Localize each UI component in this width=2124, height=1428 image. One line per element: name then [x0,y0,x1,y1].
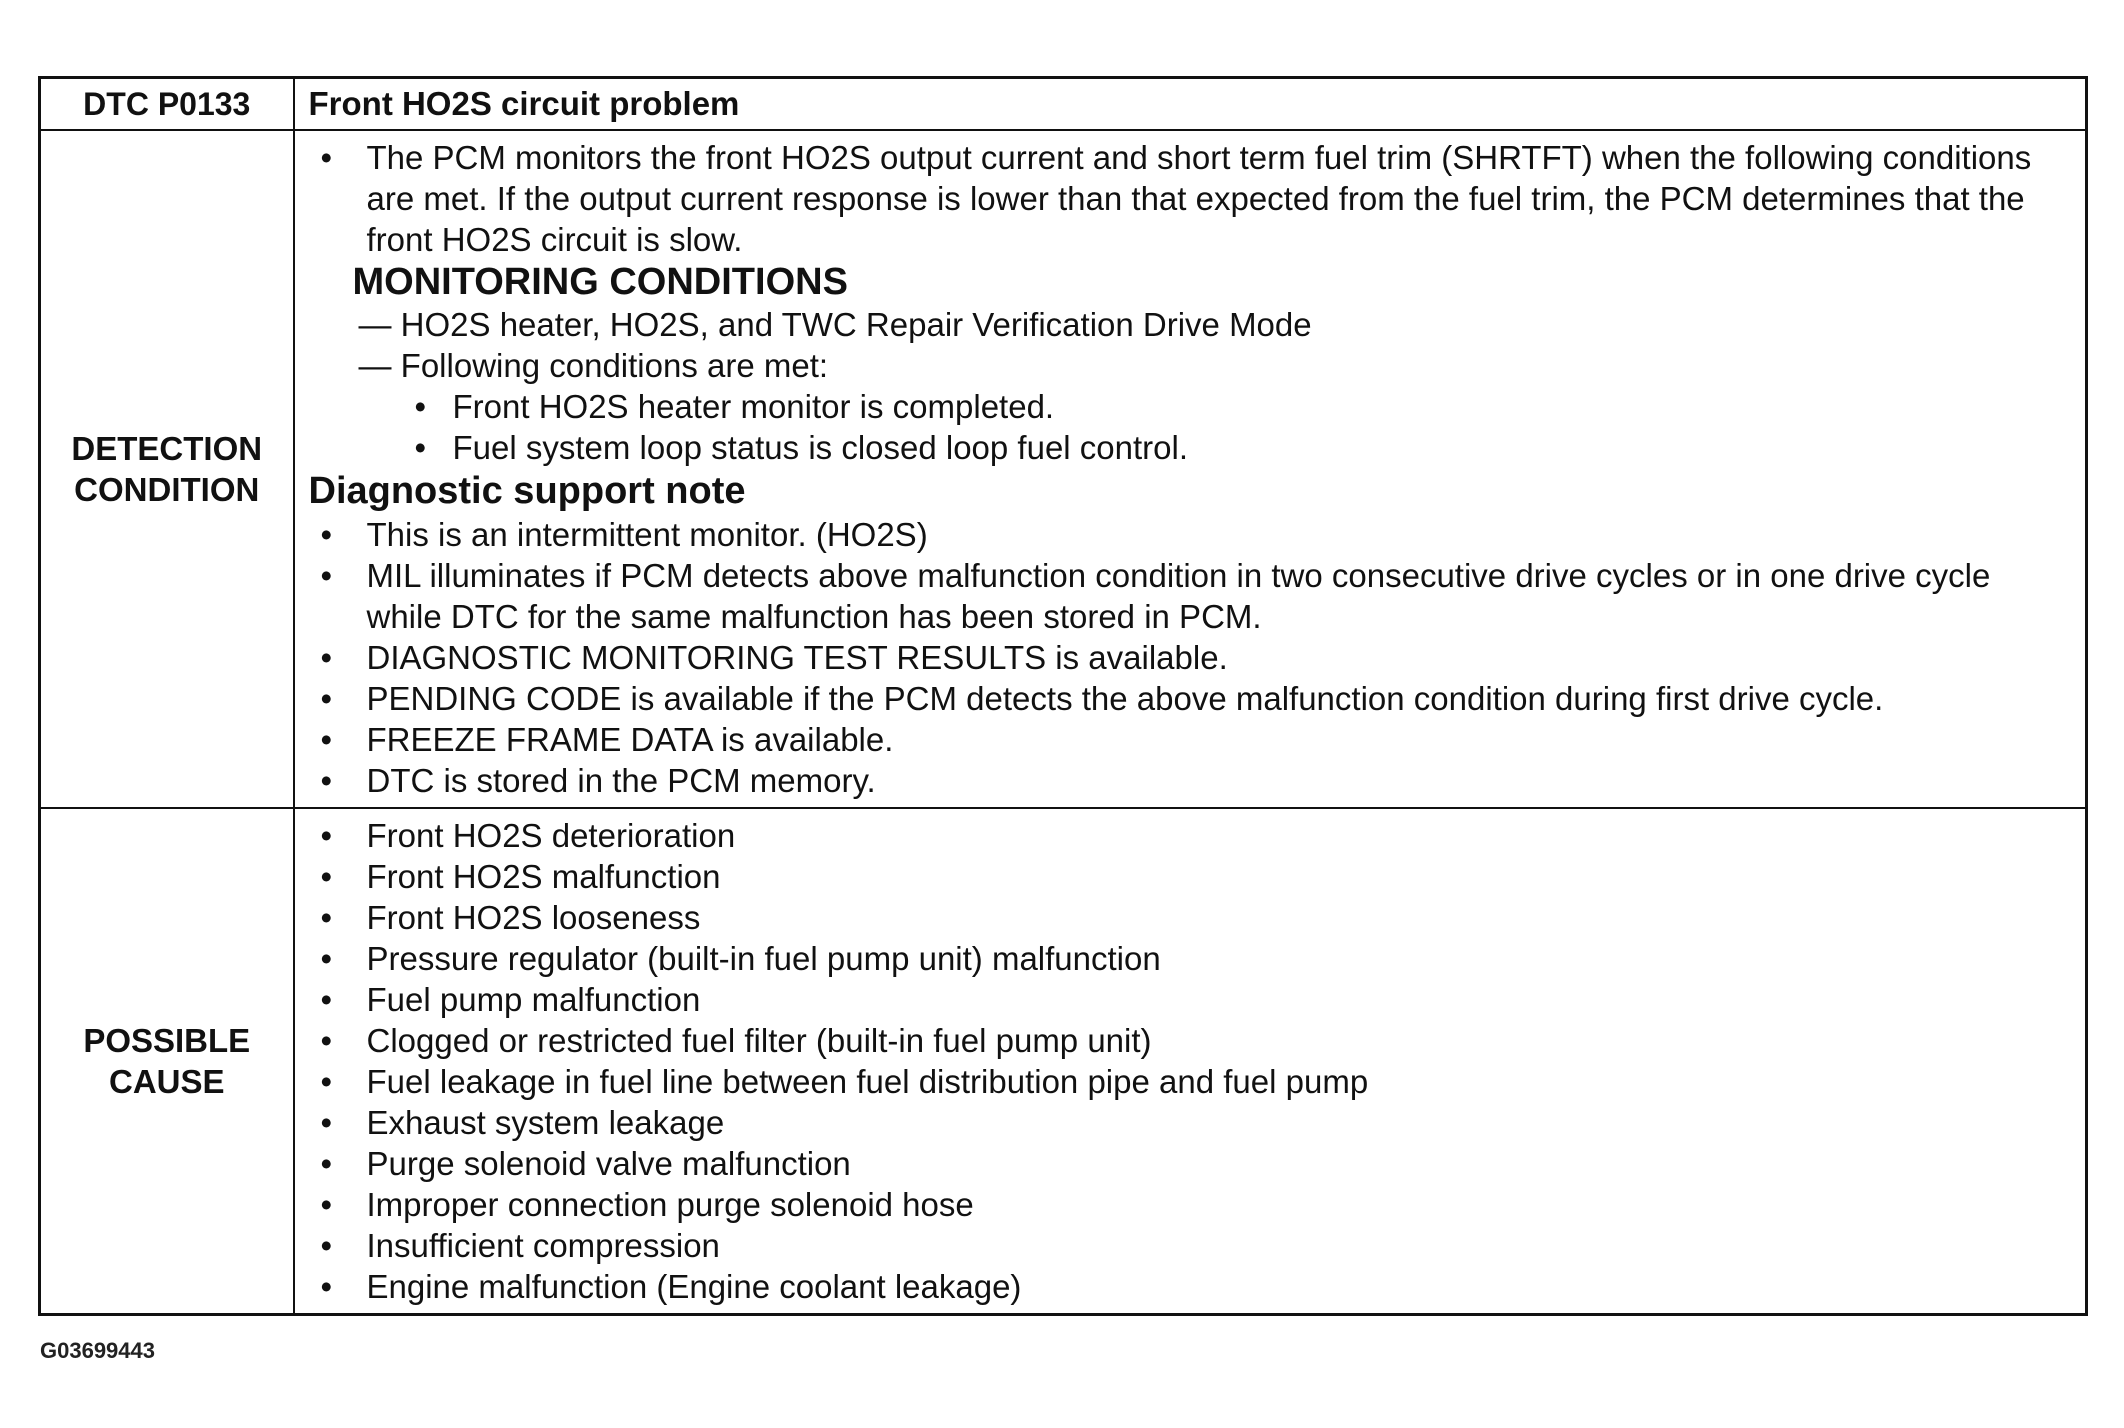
cause-item: • Engine malfunction (Engine coolant leakage) [309,1266,2072,1307]
diagnostic-item: • DTC is stored in the PCM memory. [309,760,2072,801]
diagnostic-item: • This is an intermittent monitor. (HO2S) [309,514,2072,555]
dash-item: — HO2S heater, HO2S, and TWC Repair Verification Drive Mode [358,306,1312,343]
diagnostic-item: • MIL illuminates if PCM detects above malfunction condition in two consecutive drive cycles or in one drive cycle while DTC for the same malfunction has been stored in PCM. [309,555,2072,637]
intro-item: • The PCM monitors the front HO2S output current and short term fuel trim (SHRTFT) when the following conditions are met. If the output current response is lower than that expected from the fuel trim, the PCM determines that the front HO2S circuit is slow. [309,137,2072,260]
detection-condition-content [294,130,2087,808]
cause-item: • Improper connection purge solenoid hose [309,1184,2072,1225]
sub-condition-list [353,386,2072,468]
sub-condition-item: • Front HO2S heater monitor is completed. [353,386,2072,427]
cause-label-line1: POSSIBLE [83,1022,251,1059]
sub-condition-item: • Fuel system loop status is closed loop fuel control. [353,427,2072,468]
diagnostic-list [309,514,2072,801]
detection-label-line2: CONDITION [74,471,260,508]
diagnostic-item: • PENDING CODE is available if the PCM detects the above malfunction condition during first drive cycle. [309,678,2072,719]
possible-cause-label [40,808,294,1315]
figure-id: G03699443 [40,1338,155,1363]
detection-condition-row [40,130,2087,808]
dtc-table [38,76,2088,1316]
cause-item: • Front HO2S looseness [309,897,2072,938]
cause-item: • Front HO2S deterioration [309,815,2072,856]
detection-condition-label [40,130,294,808]
cause-item: • Fuel leakage in fuel line between fuel distribution pipe and fuel pump [309,1061,2072,1102]
diagnostic-item: • DIAGNOSTIC MONITORING TEST RESULTS is available. [309,637,2072,678]
cause-item: • Exhaust system leakage [309,1102,2072,1143]
dtc-code: DTC P0133 [40,78,294,131]
cause-item: • Purge solenoid valve malfunction [309,1143,2072,1184]
diagnostic-heading: Diagnostic support note [308,470,746,512]
intro-list [309,137,2072,260]
cause-item: • Front HO2S malfunction [309,856,2072,897]
diagnostic-item: • FREEZE FRAME DATA is available. [309,719,2072,760]
possible-cause-content [294,808,2087,1315]
dash-item: — Following conditions are met: [358,347,829,384]
monitoring-heading: MONITORING CONDITIONS [352,261,848,303]
cause-label-line2: CAUSE [108,1063,225,1100]
cause-list [309,815,2072,1307]
cause-item: • Fuel pump malfunction [309,979,2072,1020]
cause-item: • Clogged or restricted fuel filter (built-in fuel pump unit) [309,1020,2072,1061]
detection-label-line1: DETECTION [71,430,263,467]
dtc-title: Front HO2S circuit problem [294,78,2087,131]
monitoring-block [309,260,2072,468]
cause-item: • Pressure regulator (built-in fuel pump unit) malfunction [309,938,2072,979]
header-row [40,78,2087,131]
possible-cause-row [40,808,2087,1315]
cause-item: • Insufficient compression [309,1225,2072,1266]
